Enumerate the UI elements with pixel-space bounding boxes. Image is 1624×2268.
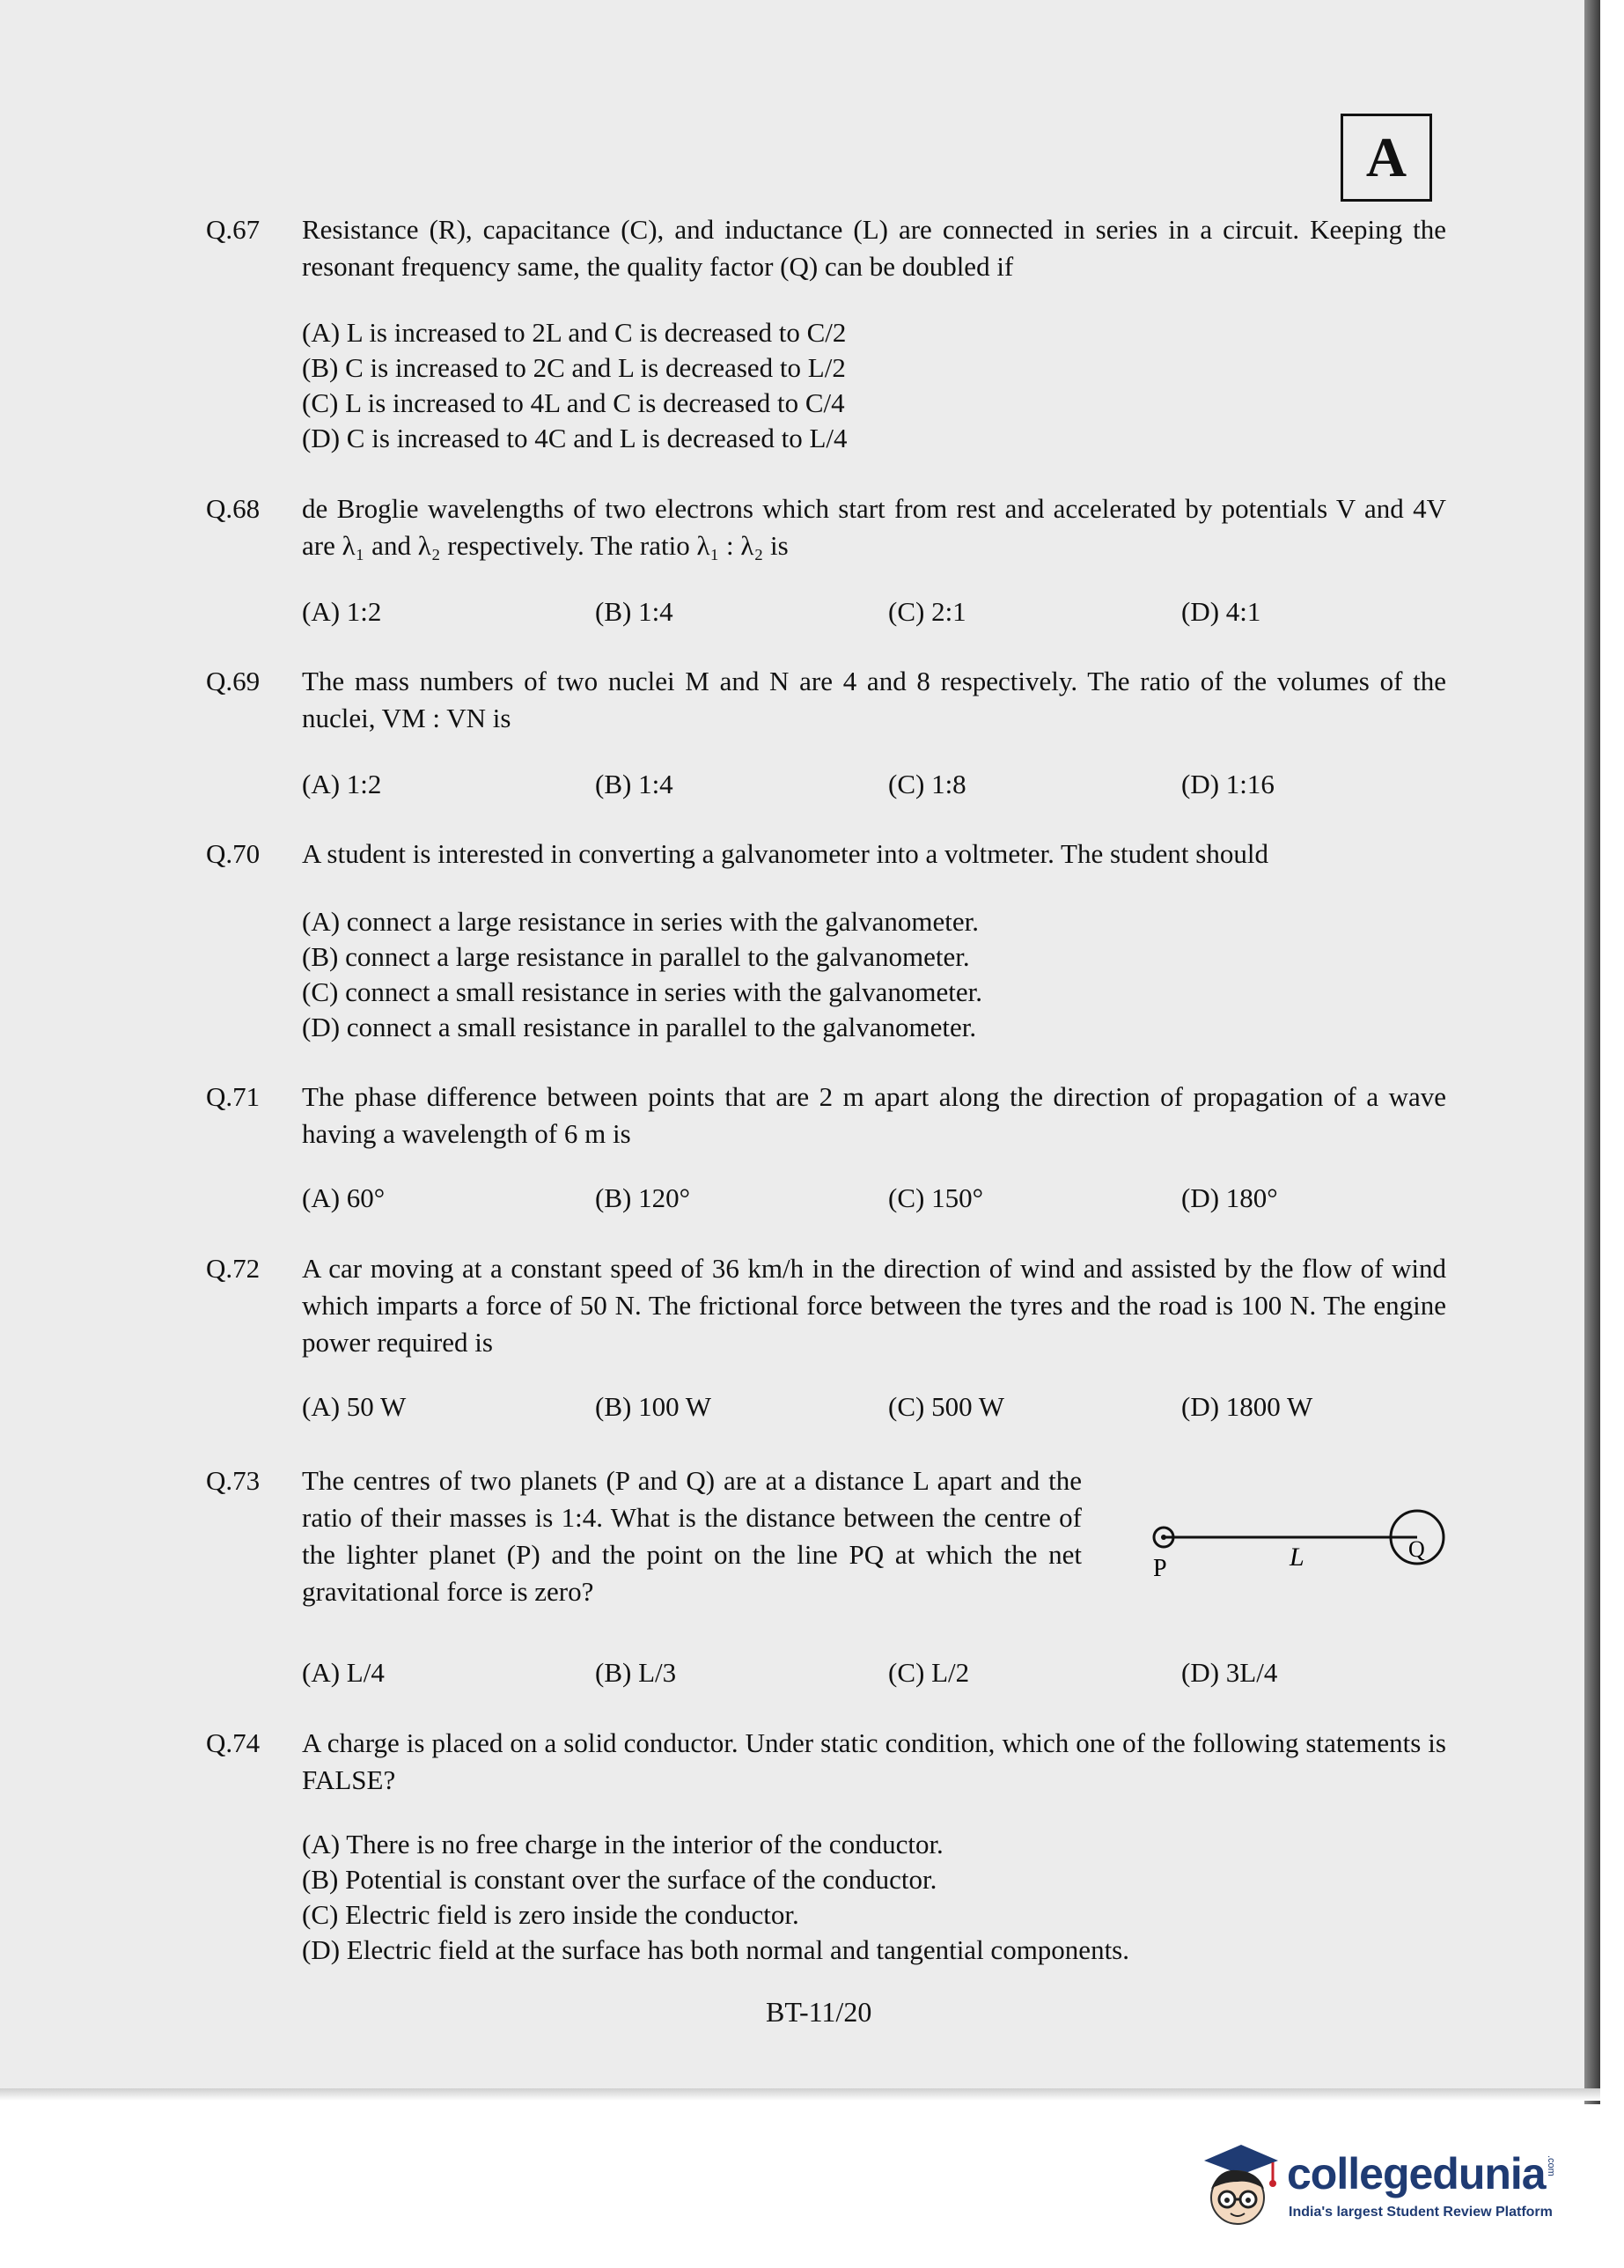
brand-tagline: India's largest Student Review Platform [1289,2205,1553,2220]
page-code: BT-11/20 [766,1996,872,2028]
question-number: Q.74 [206,1727,261,1758]
option-b: (B) L/3 [595,1657,677,1688]
option-b: (B) 100 W [595,1391,712,1422]
option-c: (C) 150° [888,1182,983,1213]
option-d: (D) 4:1 [1181,596,1261,627]
option-c: (C) Electric field is zero inside the conductor. [302,1899,799,1930]
option-a: (A) L/4 [302,1657,385,1688]
mascot-icon [1188,2131,1285,2236]
question-text: Resistance (R), capacitance (C), and inductance (L) are connected in series in a circuit. Keeping the resonant frequency same, the quality factor (Q) can be doubled if [302,214,1446,282]
page-edge-shadow [1584,0,1600,2104]
option-b: (B) 1:4 [595,769,673,799]
option-d: (D) 180° [1181,1182,1278,1213]
option-d: (D) 3L/4 [1181,1657,1278,1688]
options-73 [302,1654,1464,1691]
set-code-box: A [1341,114,1432,202]
question-number: Q.67 [206,214,261,245]
options-69 [302,766,1464,803]
option-b: (B) 1:4 [595,596,673,627]
options-67 [302,315,1446,456]
question-text: A student is interested in converting a galvanometer into a voltmeter. The student should [302,838,1268,869]
option-b: (B) 120° [595,1182,690,1213]
options-72 [302,1388,1464,1425]
question-text: A charge is placed on a solid conductor. Under static condition, which one of the following statements is FALSE? [302,1727,1446,1795]
option-d: (D) C is increased to 4C and L is decreased to L/4 [302,423,848,453]
question-number: Q.68 [206,493,261,524]
option-a: (A) 1:2 [302,769,382,799]
question-text: The mass numbers of two nuclei M and N are 4 and 8 respectively. The ratio of the volumes of the nuclei, VM : VN is [302,666,1446,733]
option-d: (D) connect a small resistance in parallel to the galvanometer. [302,1012,977,1042]
collegedunia-logo [1188,2131,1567,2236]
question-text: The phase difference between points that are 2 m apart along the direction of propagation of a wave having a wavelength of 6 m is [302,1081,1446,1149]
options-68 [302,593,1464,630]
option-a: (A) 1:2 [302,596,382,627]
label-q: Q [1408,1536,1425,1562]
option-c: (C) L is increased to 4L and C is decreased to C/4 [302,387,845,418]
planets-diagram [1135,1497,1452,1594]
question-text: The centres of two planets (P and Q) are at a distance L apart and the ratio of their masses is 1:4. What is the distance between the centre of the lighter planet (P) and the point on the line PQ at which the net gravitational force is zero? [302,1465,1082,1607]
question-number: Q.71 [206,1081,261,1112]
label-p: P [1153,1555,1167,1582]
question-text: A car moving at a constant speed of 36 km/h in the direction of wind and assisted by the flow of wind which imparts a force of 50 N. The frictional force between the tyres and the road is 100 N. The engine power required is [302,1253,1446,1358]
question-number: Q.70 [206,838,261,869]
label-l: L [1290,1543,1304,1572]
brand-domain-suffix: .com [1546,2155,1556,2176]
option-c: (C) 1:8 [888,769,966,799]
option-c: (C) connect a small resistance in series with the galvanometer. [302,976,983,1007]
options-70 [302,904,1446,1045]
option-d: (D) Electric field at the surface has both normal and tangential components. [302,1934,1129,1965]
question-number: Q.73 [206,1465,261,1496]
options-74 [302,1827,1446,1968]
question-number: Q.69 [206,666,261,696]
option-a: (A) connect a large resistance in series with the galvanometer. [302,906,979,937]
option-b: (B) Potential is constant over the surface of the conductor. [302,1864,937,1895]
option-c: (C) 2:1 [888,596,966,627]
option-d: (D) 1800 W [1181,1391,1313,1422]
option-a: (A) L is increased to 2L and C is decreased to C/2 [302,317,847,348]
option-d: (D) 1:16 [1181,769,1275,799]
option-a: (A) 60° [302,1182,386,1213]
option-b: (B) C is increased to 2C and L is decreased to L/2 [302,352,846,383]
option-a: (A) There is no free charge in the interior of the conductor. [302,1829,944,1859]
page-bottom-shadow [0,2088,1600,2101]
options-71 [302,1180,1464,1217]
brand-name: collegedunia [1287,2149,1546,2198]
option-a: (A) 50 W [302,1391,407,1422]
option-c: (C) 500 W [888,1391,1005,1422]
question-number: Q.72 [206,1253,261,1284]
option-b: (B) connect a large resistance in parallel to the galvanometer. [302,941,970,972]
option-c: (C) L/2 [888,1657,970,1688]
question-text: de Broglie wavelengths of two electrons which start from rest and accelerated by potentials V and 4V are λ₁ and λ₂ respectively. The ratio λ₁ : λ₂ is [302,493,1446,561]
